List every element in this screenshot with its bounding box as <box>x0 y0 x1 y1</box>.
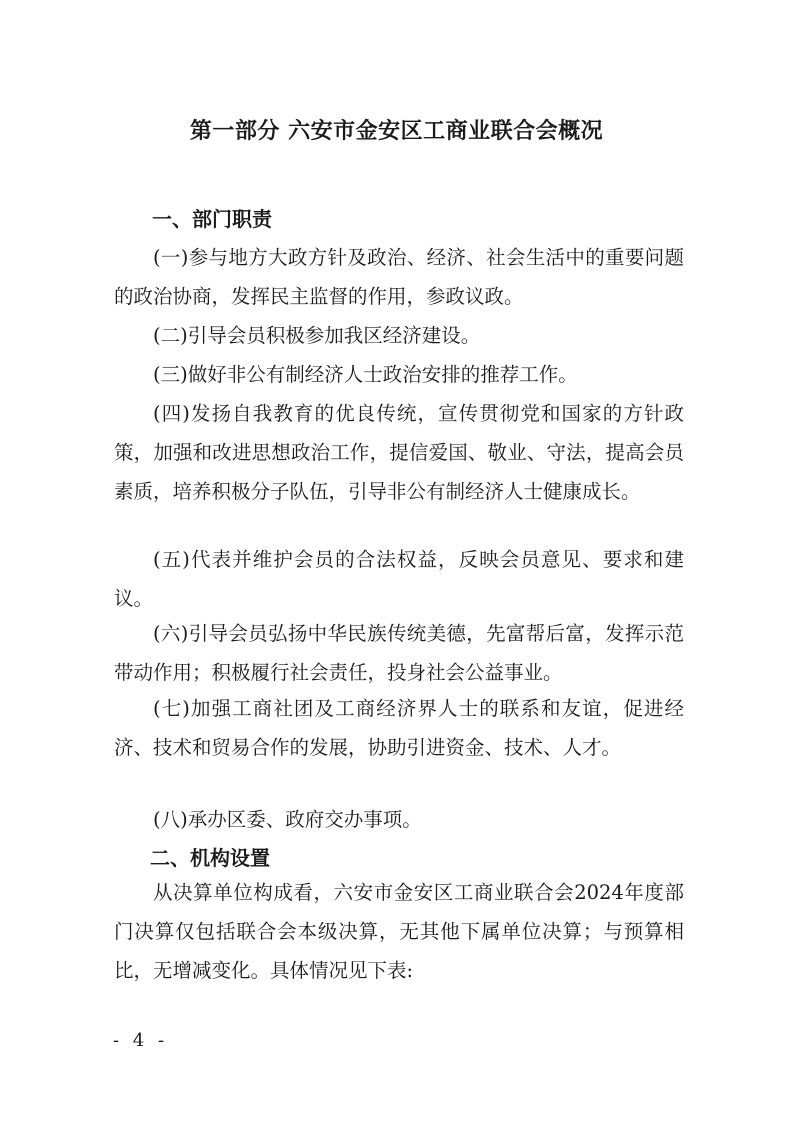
page-title: 第一部分 六安市金安区工商业联合会概况 <box>189 119 604 144</box>
page-number: - 4 - <box>113 1030 169 1051</box>
duty-paragraph-7: (七)加强工商社团及工商经济界人士的联系和友谊，促进经济、技术和贸易合作的发展，协助引进资金、技术、人才。 <box>114 697 684 759</box>
duty-paragraph-2: (二)引导会员积极参加我区经济建设。 <box>153 324 481 347</box>
section-heading-organization: 二、机构设置 <box>150 846 270 870</box>
duty-paragraph-1: (一)参与地方大政方针及政治、经济、社会生活中的重要问题的政治协商，发挥民主监督的作用，参政议政。 <box>114 246 684 308</box>
duty-paragraph-3: (三)做好非公有制经济人士政治安排的推荐工作。 <box>153 363 578 386</box>
duty-paragraph-6: (六)引导会员弘扬中华民族传统美德，先富帮后富，发挥示范带动作用；积极履行社会责任，投身社会公益事业。 <box>114 622 684 684</box>
organization-paragraph: 从决算单位构成看，六安市金安区工商业联合会2024年度部门决算仅包括联合会本级决算，无其他下属单位决算；与预算相比，无增减变化。具体情况见下表: <box>114 881 684 982</box>
duty-paragraph-5: (五)代表并维护会员的合法权益，反映会员意见、要求和建议。 <box>114 548 684 610</box>
duty-paragraph-4: (四)发扬自我教育的优良传统，宣传贯彻党和国家的方针政策，加强和改进思想政治工作，提信爱国、敬业、守法，提高会员素质，培养积极分子队伍，引导非公有制经济人士健康成长。 <box>114 402 684 503</box>
duty-paragraph-8: (八)承办区委、政府交办事项。 <box>153 808 422 831</box>
section-heading-duties: 一、部门职责 <box>152 207 272 231</box>
